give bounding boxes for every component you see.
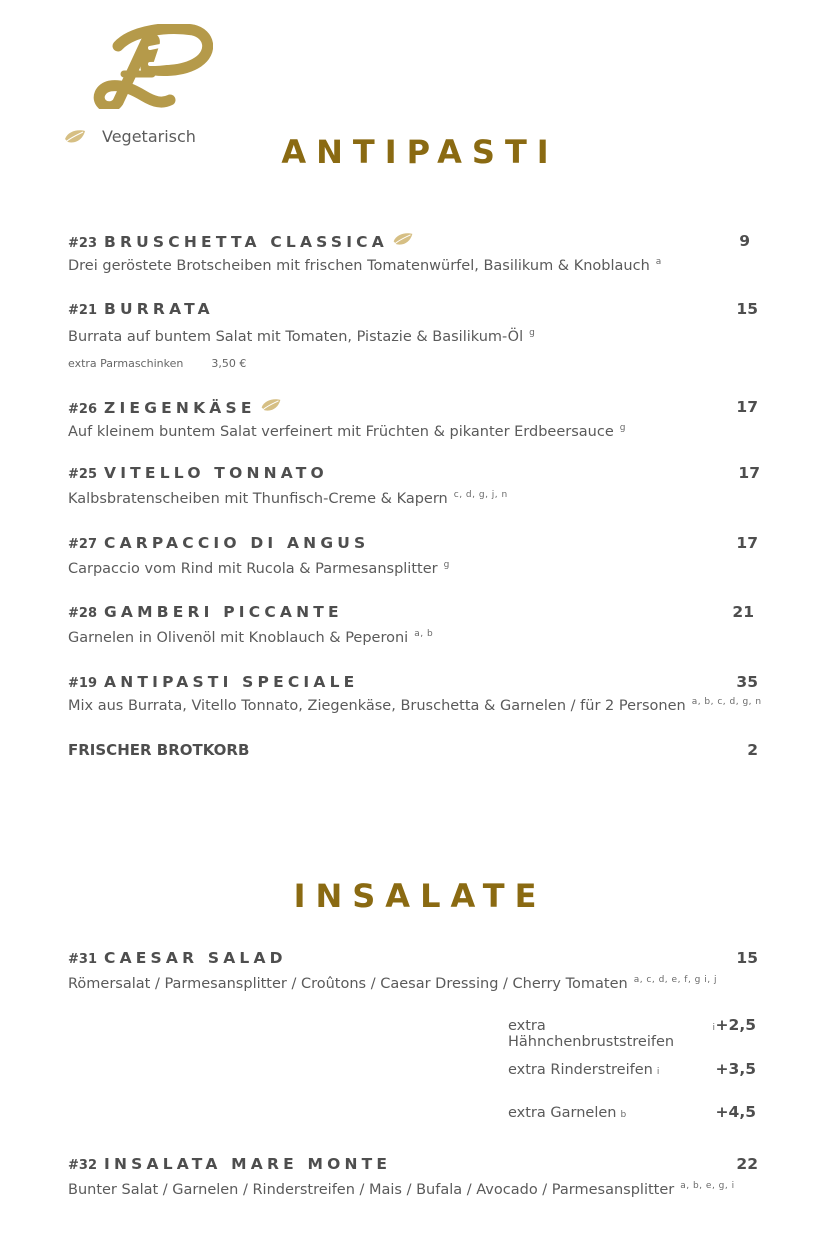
item-description: Burrata auf buntem Salat mit Tomaten, Pistazie & Basilikum-Öl [68,329,524,345]
item-price: 22 [736,1155,758,1173]
allergen-codes: a [655,257,662,267]
item-price: 17 [738,464,760,482]
item-description: Garnelen in Olivenöl mit Knoblauch & Peperoni [68,630,409,646]
item-number: #21 [68,303,97,318]
insalate-title: INSALATE [293,877,547,915]
item-number: #31 [68,952,97,967]
item-name: GAMBERI PICCANTE [104,603,343,621]
allergen-codes: i [656,1067,660,1077]
extra-option [508,1103,756,1121]
item-description: Römersalat / Parmesansplitter / Croûtons / Caesar Dressing / Cherry Tomaten [68,976,628,992]
item-name: BRUSCHETTA CLASSICA [104,233,388,251]
item-price: 17 [736,534,758,552]
item-price: 15 [736,949,758,967]
item-extra [68,357,758,370]
item-name: ANTIPASTI SPECIALE [104,673,359,691]
menu-item-bread [68,741,758,759]
item-name: CAESAR SALAD [104,949,287,967]
item-number: #32 [68,1158,97,1173]
allergen-codes: a, b, c, d, g, n [691,697,762,707]
item-name: BURRATA [104,300,214,318]
extra-price: +2,5 [715,1016,756,1034]
extra-price: +4,5 [715,1103,756,1121]
item-description: Kalbsbratenscheiben mit Thunfisch-Creme & Kapern [68,491,448,507]
allergen-codes: g [529,328,536,338]
antipasti-title: ANTIPASTI [281,133,559,171]
allergen-codes: g [443,560,450,570]
menu-item [68,534,758,577]
item-name: VITELLO TONNATO [104,464,328,482]
extra-option [508,1016,756,1050]
item-description: Auf kleinem buntem Salat verfeinert mit Früchten & pikanter Erdbeersauce [68,424,614,440]
item-name: ZIEGENKÄSE [104,399,256,417]
item-description: Carpaccio vom Rind mit Rucola & Parmesansplitter [68,561,438,577]
extra-label: extra Parmaschinken [68,357,184,370]
item-number: #19 [68,676,97,691]
item-number: #28 [68,606,97,621]
menu-item [68,673,762,714]
item-price: 2 [747,741,758,759]
menu-item [68,603,758,646]
menu-item [68,232,758,274]
leaf-icon [392,232,414,247]
extra-option [508,1060,756,1078]
allergen-codes: b [620,1110,627,1120]
menu-item [68,300,758,370]
menu-item [68,398,758,440]
item-number: #25 [68,467,97,482]
allergen-codes: i [712,1023,716,1033]
item-price: 9 [739,232,750,250]
item-price: 15 [736,300,758,318]
item-price: 21 [732,603,754,621]
item-description: Bunter Salat / Garnelen / Rinderstreifen / Mais / Bufala / Avocado / Parmesansplitter [68,1182,675,1198]
extra-price: +3,5 [715,1060,756,1078]
item-price: 35 [736,673,758,691]
allergen-codes: a, c, d, e, f, g i, j [633,975,717,985]
item-description: Drei geröstete Brotscheiben mit frischen Tomatenwürfel, Basilikum & Knoblauch [68,258,650,274]
legend-label: Vegetarisch [102,127,196,146]
extra-label: extra Hähnchenbruststreifen [508,1018,675,1050]
menu-item [68,1155,758,1198]
allergen-codes: c, d, g, j, n [453,490,508,500]
item-name: INSALATA MARE MONTE [104,1155,392,1173]
item-price: 17 [736,398,758,416]
extra-label: extra Rinderstreifen [508,1062,653,1078]
item-number: #26 [68,402,97,417]
allergen-codes: g [619,423,626,433]
extra-label: extra Garnelen [508,1105,617,1121]
extra-price: 3,50 € [211,357,247,370]
item-number: #23 [68,236,97,251]
restaurant-logo [88,24,213,109]
allergen-codes: a, b [414,629,434,639]
item-name: FRISCHER BROTKORB [68,741,250,759]
item-number: #27 [68,537,97,552]
menu-item [68,949,758,992]
leaf-icon [260,398,282,413]
item-name: CARPACCIO DI ANGUS [104,534,370,552]
allergen-codes: a, b, e, g, i [680,1181,735,1191]
item-description: Mix aus Burrata, Vitello Tonnato, Ziegenkäse, Bruschetta & Garnelen / für 2 Personen [68,698,686,714]
menu-item [68,464,758,507]
